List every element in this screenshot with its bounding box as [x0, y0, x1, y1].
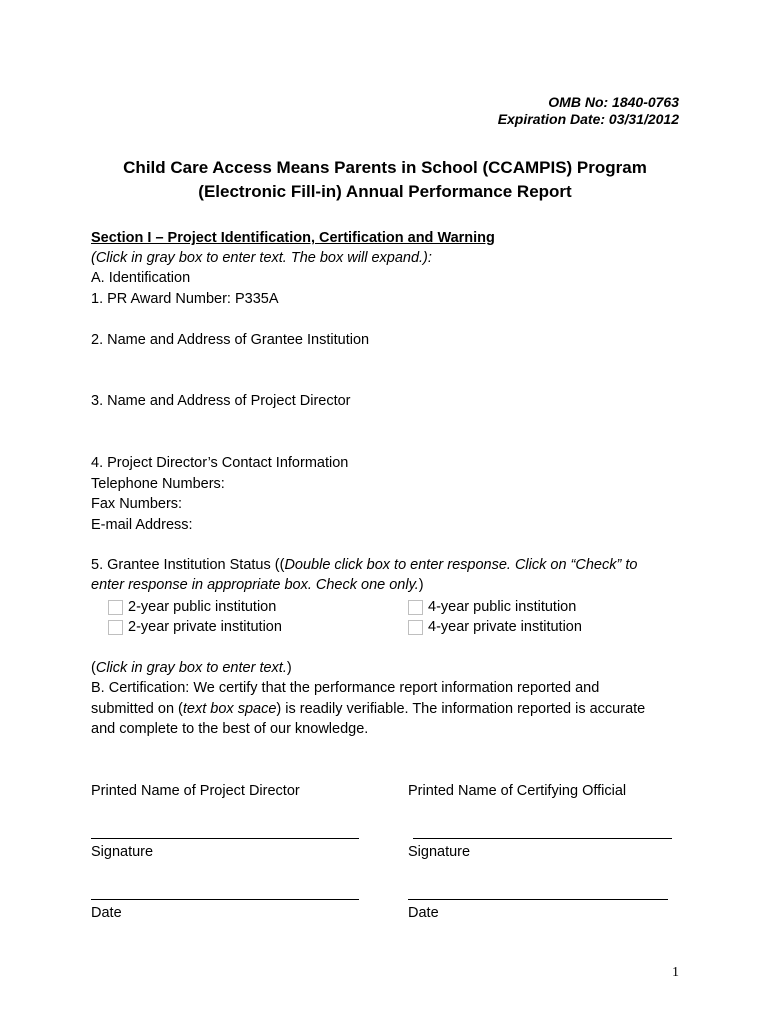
checkbox-2yr-private[interactable]: [108, 620, 123, 635]
option-4yr-public[interactable]: [408, 597, 576, 617]
expiration-date: Expiration Date: 03/31/2012: [497, 111, 679, 127]
telephone-label: Telephone Numbers:: [91, 476, 225, 492]
status-suffix: ): [418, 577, 424, 593]
cert-open-paren: (: [91, 660, 96, 676]
date-left-label: Date: [91, 905, 122, 921]
director-name-address-label: 3. Name and Address of Project Director: [91, 393, 351, 409]
printed-name-director-label: Printed Name of Project Director: [91, 783, 300, 799]
status-instruction: Double click box to enter response. Click on “Check” to: [284, 557, 638, 573]
omb-number: OMB No: 1840-0763: [548, 94, 679, 110]
option-4yr-private-label: 4-year private institution: [428, 619, 582, 635]
signature-left-label: Signature: [91, 844, 154, 860]
certification-line3: and complete to the best of our knowledge.: [91, 721, 369, 737]
email-label: E-mail Address:: [91, 517, 193, 533]
certification-line2: [91, 699, 645, 719]
status-instruction-cont: enter response in appropriate box. Check one only.: [91, 577, 419, 593]
signature-right-label: Signature: [408, 844, 471, 860]
checkbox-4yr-public[interactable]: [408, 600, 423, 615]
document-title-line2: (Electronic Fill-in) Annual Performance Report: [198, 182, 572, 201]
contact-info-label: 4. Project Director’s Contact Information: [91, 455, 349, 471]
cert-line2-end: ) is readily verifiable. The information reported is accurate: [276, 701, 646, 717]
fax-label: Fax Numbers:: [91, 496, 183, 512]
institution-status-label: [91, 555, 637, 575]
cert-instruction-text: Click in gray box to enter text.: [95, 660, 287, 676]
certification-instruction: [91, 658, 292, 678]
page-number: 1: [672, 965, 679, 980]
option-2yr-private[interactable]: [108, 617, 282, 637]
option-4yr-private[interactable]: [408, 617, 582, 637]
section-heading: Section I – Project Identification, Certification and Warning: [91, 230, 495, 246]
section-instruction: (Click in gray box to enter text. The box will expand.):: [91, 250, 432, 266]
institution-status-instruction-cont: [91, 575, 424, 595]
option-2yr-public-label: 2-year public institution: [128, 599, 277, 615]
pr-award-number: 1. PR Award Number: P335A: [91, 291, 279, 307]
checkbox-4yr-private[interactable]: [408, 620, 423, 635]
date-right-label: Date: [408, 905, 439, 921]
option-4yr-public-label: 4-year public institution: [428, 599, 577, 615]
cert-line2-start: submitted on (: [91, 701, 183, 717]
option-2yr-public[interactable]: [108, 597, 276, 617]
director-signature-line: [91, 899, 359, 900]
certification-line1: B. Certification: We certify that the performance report information reported and: [91, 680, 600, 696]
printed-name-official-label: Printed Name of Certifying Official: [408, 783, 627, 799]
option-2yr-private-label: 2-year private institution: [128, 619, 282, 635]
cert-close-paren: ): [286, 660, 292, 676]
official-signature-line: [408, 899, 668, 900]
document-title-line1: Child Care Access Means Parents in School (CCAMPIS) Program: [123, 158, 647, 177]
director-name-line: [91, 838, 359, 839]
grantee-name-address-label: 2. Name and Address of Grantee Institution: [91, 332, 370, 348]
checkbox-2yr-public[interactable]: [108, 600, 123, 615]
cert-date-placeholder: text box space: [182, 701, 277, 717]
identification-label: A. Identification: [91, 270, 191, 286]
status-prefix: 5. Grantee Institution Status ((: [91, 557, 285, 573]
official-name-line: [413, 838, 672, 839]
